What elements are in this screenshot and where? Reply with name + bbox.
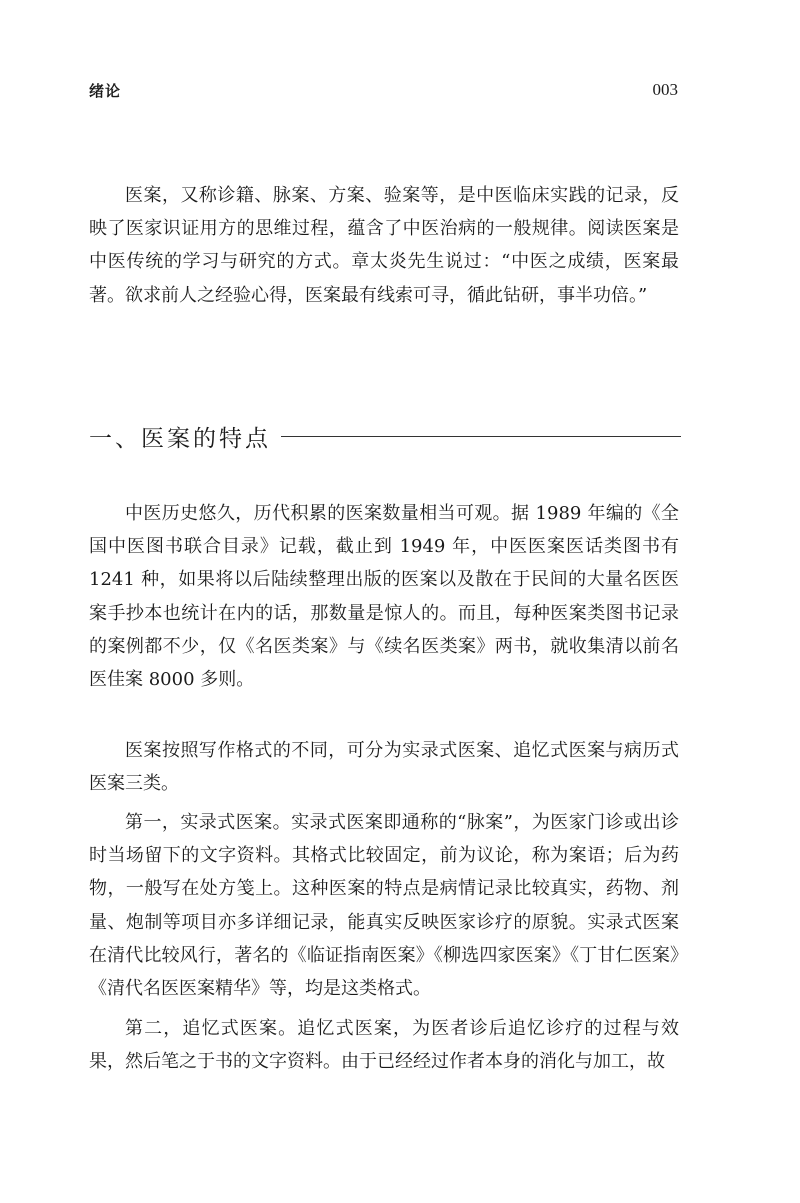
page-number: 003	[652, 80, 678, 99]
section-title: 一、医案的特点	[89, 426, 271, 452]
intro-paragraph: 医案，又称诊籍、脉案、方案、验案等，是中医临床实践的记录，反映了医家识证用方的思维过程，蕴含了中医治病的一般规律。阅读医案是中医传统的学习与研究的方式。章太炎先生说过：“中医之成绩，医案最著。欲求前人之经验心得，医案最有线索可寻，循此钻研，事半功倍。”	[89, 185, 679, 306]
running-head: 绪论	[89, 82, 122, 100]
body-paragraph: 医案按照写作格式的不同，可分为实录式医案、追忆式医案与病历式医案三类。	[89, 740, 679, 795]
body-paragraph: 中医历史悠久，历代积累的医案数量相当可观。据 1989 年编的《全国中医图书联合目录》记载，截止到 1949 年，中医医案医话类图书有 1241 种，如果将以后陆续整理出版的医案以及散在于民间的大量名医医案手抄本也统计在内的话，那数量是惊人的。而且，每种医案类图书记录的案例都不少，仅《名医类案》与《续名医类案》两书，就收集清以前名医佳案 8000 多则。	[89, 503, 679, 691]
body-paragraph: 第一，实录式医案。实录式医案即通称的“脉案”，为医家门诊或出诊时当场留下的文字资料。其格式比较固定，前为议论，称为案语；后为药物，一般写在处方笺上。这种医案的特点是病情记录比较真实，药物、剂量、炮制等项目亦多详细记录，能真实反映医家诊疗的原貌。实录式医案在清代比较风行，著名的《临证指南医案》《柳选四家医案》《丁甘仁医案》《清代名医医案精华》等，均是这类格式。	[89, 812, 679, 1000]
section-heading	[89, 420, 681, 453]
section-rule	[281, 436, 681, 437]
body-paragraph: 第二，追忆式医案。追忆式医案，为医者诊后追忆诊疗的过程与效果，然后笔之于书的文字资料。由于已经经过作者本身的消化与加工，故	[89, 1018, 679, 1073]
